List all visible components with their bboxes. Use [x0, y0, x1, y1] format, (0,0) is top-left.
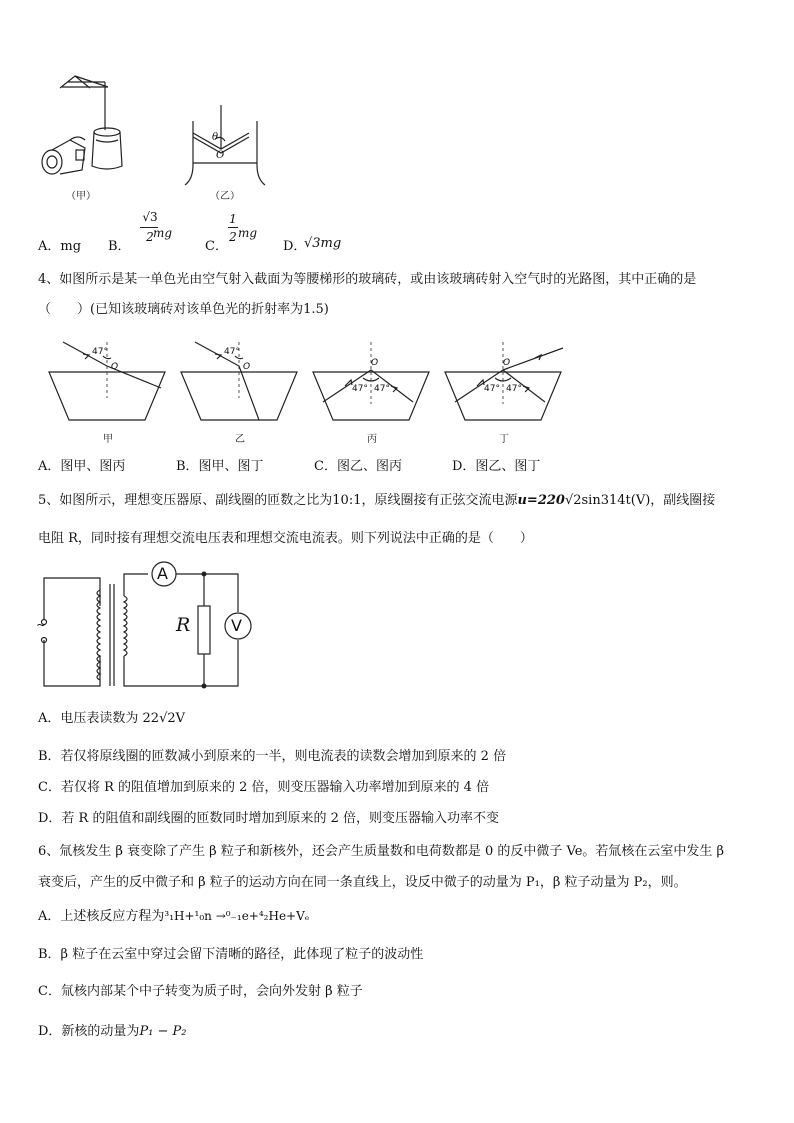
- q4-ding-angle-right: 47°: [506, 384, 522, 394]
- q5-ammeter: A: [157, 564, 168, 583]
- q4-figure-bing: [313, 342, 429, 420]
- q4-bing-angle-right: 47°: [374, 384, 390, 394]
- q3-option-b-denominator: 2: [146, 230, 154, 244]
- q3-option-b-prefix[interactable]: B．: [108, 239, 131, 254]
- q5-line1-post: sin314t(V)，副线圈接: [581, 493, 716, 508]
- q3-option-c-suffix: mg: [238, 226, 258, 240]
- q6-question-line2: 衰变后，产生的反中微子和 β 粒子的运动方向在同一条直线上，设反中微子的动量为 P₁，β 粒子动量为 P₂，则。: [38, 875, 687, 890]
- q4-jia-point: O: [111, 362, 119, 372]
- q4-figure-label-bing: 丙: [367, 434, 377, 445]
- figure-yi-theta: θ: [212, 132, 219, 143]
- figure-jia-drawing: [30, 70, 150, 180]
- q5-resistor-label: R: [176, 614, 191, 636]
- q6-option-d[interactable]: [38, 1023, 187, 1040]
- q6-option-c[interactable]: C．氚核内部某个中子转变为质子时，会向外发射 β 粒子: [38, 984, 363, 999]
- q5-line1-eq: u=220: [517, 493, 565, 508]
- figure-yi-point: O: [216, 150, 225, 161]
- q4-question-line1: 4、如图所示是某一单色光由空气射入截面为等腰梯形的玻璃砖，或由该玻璃砖射入空气时的光路图，其中正确的是: [38, 272, 697, 287]
- q5-option-d[interactable]: D．若 R 的阻值和副线圈的匝数同时增加到原来的 2 倍，则变压器输入功率不变: [38, 811, 500, 826]
- q3-option-b-numerator: √3: [142, 210, 158, 224]
- q6-question-line1: 6、氚核发生 β 衰变除了产生 β 粒子和新核外，还会产生质量数和电荷数都是 0 的反中微子 Ve。若氚核在云室中发生 β: [38, 844, 725, 859]
- q5-question-line2: 电阻 R，同时接有理想交流电压表和理想交流电流表。则下列说法中正确的是（ ）: [38, 531, 533, 546]
- q6-option-b[interactable]: B．β 粒子在云室中穿过会留下清晰的路径，此体现了粒子的波动性: [38, 947, 424, 962]
- q3-option-c-prefix[interactable]: C．: [205, 239, 228, 254]
- q5-line1-sqrt: √2: [564, 493, 582, 508]
- q4-figure-label-yi: 乙: [235, 434, 245, 445]
- q6-option-a-equation: ³₁H+¹₀n →⁰₋₁e+⁴₂He+Vₑ: [164, 909, 310, 923]
- figure-yi-label: （乙）: [210, 191, 240, 202]
- q3-option-c-fraction-bar: [228, 227, 238, 228]
- q4-question-line2: （ ）(已知该玻璃砖对该单色光的折射率为1.5): [38, 302, 329, 317]
- q4-bing-angle-left: 47°: [352, 384, 368, 394]
- q5-voltmeter: V: [231, 616, 242, 635]
- q5-option-a[interactable]: [38, 710, 185, 727]
- q4-option-b[interactable]: B．图甲、图丁: [176, 459, 264, 474]
- q5-circuit: [38, 560, 258, 695]
- q4-jia-angle: 47°: [92, 347, 108, 357]
- q5-option-c[interactable]: C．若仅将 R 的阻值增加到原来的 2 倍，则变压器输入功率增加到原来的 4 倍: [38, 780, 490, 795]
- q6-option-a-pre: A．上述核反应方程为: [38, 909, 165, 924]
- q5-option-a-sqrt: √2: [159, 711, 176, 726]
- q6-option-a[interactable]: [38, 908, 309, 925]
- q5-question-line1: [38, 492, 715, 509]
- q4-figure-label-ding: 丁: [499, 434, 509, 445]
- q4-option-d[interactable]: D．图乙、图丁: [452, 459, 541, 474]
- q4-yi-angle: 47°: [224, 347, 240, 357]
- q3-option-a[interactable]: A．mg: [38, 239, 82, 254]
- q4-option-c[interactable]: C．图乙、图丙: [314, 459, 402, 474]
- q3-option-c-denominator: 2: [229, 230, 237, 244]
- q4-figure-label-jia: 甲: [103, 434, 113, 445]
- q4-figure-ding: [445, 342, 563, 420]
- q6-option-d-equation: P₁ − P₂: [139, 1024, 187, 1039]
- q4-option-a[interactable]: A．图甲、图丙: [38, 459, 126, 474]
- q3-option-d-value: √3mg: [304, 236, 342, 251]
- figure-jia-label: （甲）: [66, 191, 96, 202]
- q6-option-d-pre: D．新核的动量为: [38, 1024, 140, 1039]
- q5-ac-source-symbol: ~: [36, 618, 47, 632]
- q3-option-c-numerator: 1: [229, 212, 237, 226]
- figure-yi-drawing: [185, 105, 265, 195]
- q3-option-d-prefix[interactable]: D．: [283, 239, 307, 254]
- q4-glass-figures: [45, 340, 585, 435]
- q4-bing-point: O: [371, 358, 379, 368]
- q4-ding-angle-left: 47°: [484, 384, 500, 394]
- q5-option-a-pre: A．电压表读数为 22: [38, 711, 160, 726]
- q4-yi-point: O: [243, 362, 251, 372]
- q5-line1-pre: 5、如图所示，理想变压器原、副线圈的匝数之比为10:1，原线圈接有正弦交流电源: [38, 493, 518, 508]
- q3-option-b-suffix: mg: [153, 226, 173, 240]
- q5-option-a-post: V: [175, 711, 186, 726]
- q5-option-b[interactable]: B．若仅将原线圈的匝数减小到原来的一半，则电流表的读数会增加到原来的 2 倍: [38, 749, 507, 764]
- q4-ding-point: O: [503, 358, 511, 368]
